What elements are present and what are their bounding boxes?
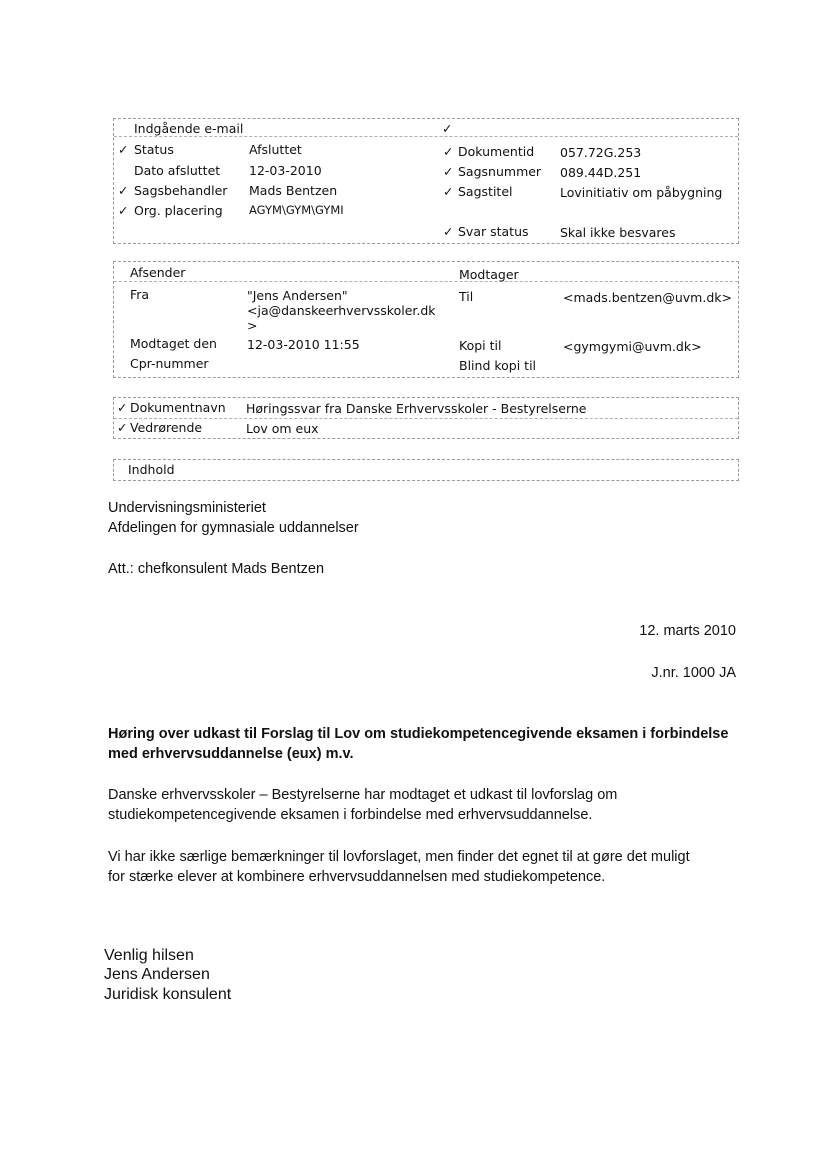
recipient-line-1: Undervisningsministeriet	[108, 500, 266, 516]
case-title-value: Lovinitiativ om påbygning	[560, 185, 723, 200]
status-label: Status	[134, 142, 174, 157]
case-title-label: Sagstitel	[458, 184, 513, 199]
org-placement-label: Org. placering	[134, 203, 223, 218]
date-closed-value: 12-03-2010	[249, 163, 322, 178]
checkmark-icon: ✓	[443, 184, 454, 199]
case-number-label: Sagsnummer	[458, 164, 542, 179]
date-closed-label: Dato afsluttet	[134, 163, 221, 178]
case-handler-label: Sagsbehandler	[134, 183, 228, 198]
cc-label: Kopi til	[459, 338, 502, 353]
journal-number: J.nr. 1000 JA	[651, 665, 736, 681]
letter-date: 12. marts 2010	[639, 623, 736, 639]
email-box-title: Indgående e-mail	[134, 121, 244, 136]
cpr-label: Cpr-nummer	[130, 356, 209, 371]
divider	[114, 418, 738, 419]
attention-line: Att.: chefkonsulent Mads Bentzen	[108, 561, 325, 577]
checkmark-icon: ✓	[443, 224, 454, 239]
received-label: Modtaget den	[130, 336, 217, 351]
case-handler-value: Mads Bentzen	[249, 183, 338, 198]
paragraph-1-line-2: studiekompetencegivende eksamen i forbindelse med erhvervsuddannelse.	[108, 807, 593, 823]
sender-header: Afsender	[130, 265, 186, 280]
sender-recipient-box	[113, 261, 739, 378]
regarding-value: Lov om eux	[246, 421, 319, 436]
content-box	[113, 459, 739, 481]
closing: Venlig hilsen	[104, 947, 194, 964]
to-label: Til	[459, 289, 474, 304]
sender-name: Jens Andersen	[104, 966, 210, 983]
document-name-label: Dokumentnavn	[130, 400, 226, 415]
email-info-box	[113, 118, 739, 244]
checkmark-icon: ✓	[442, 121, 453, 136]
checkmark-icon: ✓	[118, 142, 129, 157]
paragraph-1-line-1: Danske erhvervsskoler – Bestyrelserne har modtaget et udkast til lovforslag om	[108, 787, 618, 803]
from-label: Fra	[130, 287, 150, 302]
document-id-label: Dokumentid	[458, 144, 535, 159]
subject-line-2: med erhvervsuddannelse (eux) m.v.	[108, 746, 354, 762]
paragraph-2-line-2: for stærke elever at kombinere erhvervsuddannelsen med studiekompetence.	[108, 869, 606, 885]
checkmark-icon: ✓	[118, 183, 129, 198]
divider	[114, 281, 738, 282]
paragraph-2-line-1: Vi har ikke særlige bemærkninger til lovforslaget, men finder det egnet til at gøre det muligt	[108, 849, 690, 865]
reply-status-value: Skal ikke besvares	[560, 225, 676, 240]
regarding-label: Vedrørende	[130, 420, 203, 435]
document-box	[113, 397, 739, 439]
checkmark-icon: ✓	[443, 144, 454, 159]
checkmark-icon: ✓	[117, 420, 128, 435]
checkmark-icon: ✓	[117, 400, 128, 415]
sender-title: Juridisk konsulent	[104, 986, 232, 1003]
cc-value: <gymgymi@uvm.dk>	[563, 339, 702, 354]
case-number-value: 089.44D.251	[560, 165, 642, 180]
subject-line-1: Høring over udkast til Forslag til Lov om studiekompetencegivende eksamen i forbindelse	[108, 726, 729, 742]
checkmark-icon: ✓	[443, 164, 454, 179]
recipient-line-2: Afdelingen for gymnasiale uddannelser	[108, 520, 359, 536]
checkmark-icon: ✓	[118, 203, 129, 218]
divider	[114, 136, 738, 137]
org-placement-value: AGYM\GYM\GYMI	[249, 203, 344, 217]
document-name-value: Høringssvar fra Danske Erhvervsskoler - Bestyrelserne	[246, 401, 587, 416]
status-value: Afsluttet	[249, 142, 302, 157]
received-value: 12-03-2010 11:55	[247, 337, 360, 352]
bcc-label: Blind kopi til	[459, 358, 537, 373]
recipient-header: Modtager	[459, 267, 519, 282]
content-label: Indhold	[128, 462, 175, 477]
to-value: <mads.bentzen@uvm.dk>	[563, 290, 732, 305]
document-id-value: 057.72G.253	[560, 145, 642, 160]
reply-status-label: Svar status	[458, 224, 529, 239]
from-value: "Jens Andersen" <ja@danskeerhvervsskoler.dk >	[247, 288, 436, 333]
